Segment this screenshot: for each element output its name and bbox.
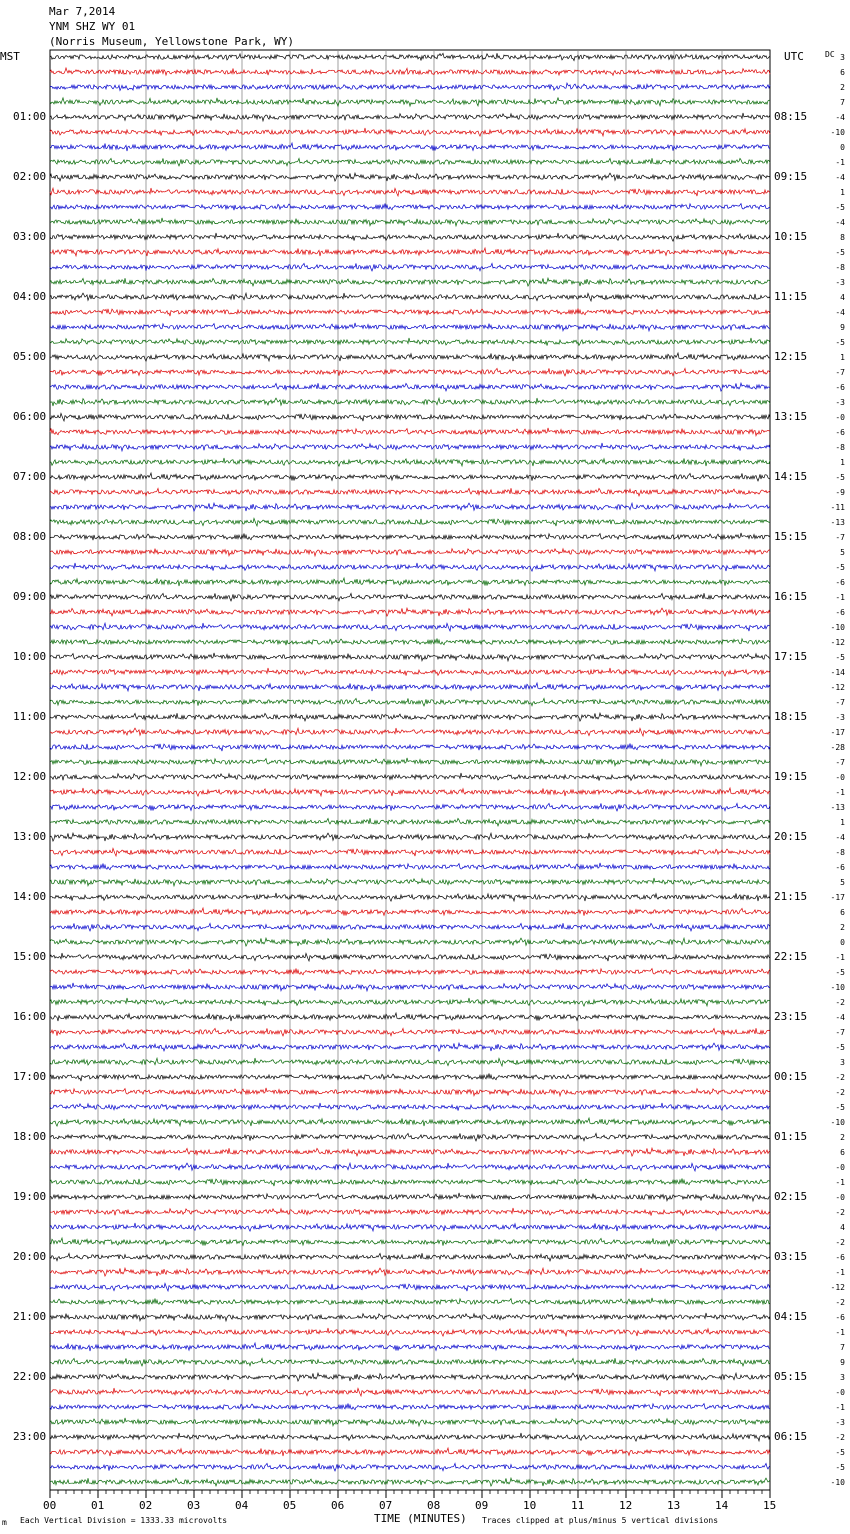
dc-offset-value: 1 bbox=[840, 188, 845, 197]
dc-offset-value: 2 bbox=[840, 1133, 845, 1142]
x-tick-label: 05 bbox=[283, 1499, 297, 1512]
seismic-trace bbox=[50, 833, 770, 841]
seismic-trace bbox=[50, 1343, 770, 1351]
dc-offset-value: -7 bbox=[835, 758, 845, 767]
dc-offset-value: -7 bbox=[835, 1028, 845, 1037]
dc-offset-value: 5 bbox=[840, 548, 845, 557]
mst-hour-label: 09:00 bbox=[13, 590, 47, 603]
seismic-trace bbox=[50, 173, 770, 181]
seismic-trace bbox=[50, 1328, 770, 1336]
seismic-trace bbox=[50, 953, 770, 961]
dc-offset-value: -10 bbox=[830, 1478, 845, 1487]
mst-hour-label: 12:00 bbox=[13, 770, 47, 783]
seismic-trace bbox=[50, 908, 770, 916]
seismic-trace bbox=[50, 683, 770, 691]
dc-offset-value: -12 bbox=[830, 1283, 845, 1292]
seismic-trace bbox=[50, 1253, 770, 1261]
dc-offset-value: -5 bbox=[835, 1448, 845, 1457]
seismic-trace bbox=[50, 188, 770, 196]
seismic-trace bbox=[50, 1388, 770, 1396]
dc-offset-value: -1 bbox=[835, 1268, 845, 1277]
mst-hour-label: 19:00 bbox=[13, 1190, 47, 1203]
seismic-trace bbox=[50, 143, 770, 151]
dc-offset-value: -5 bbox=[835, 1043, 845, 1052]
utc-axis-label: UTC bbox=[784, 50, 804, 63]
seismic-trace bbox=[50, 549, 770, 556]
seismic-trace bbox=[50, 1058, 770, 1066]
plot-frame bbox=[50, 50, 770, 1490]
dc-offset-value: -2 bbox=[835, 1208, 845, 1217]
seismic-trace bbox=[50, 1133, 770, 1141]
dc-offset-value: 4 bbox=[840, 1223, 845, 1232]
utc-hour-label: 01:15 bbox=[774, 1130, 808, 1143]
utc-hour-label: 06:15 bbox=[774, 1430, 808, 1443]
seismic-trace bbox=[50, 1088, 770, 1096]
seismic-trace bbox=[50, 1208, 770, 1216]
seismic-trace bbox=[50, 923, 770, 931]
utc-hour-label: 21:15 bbox=[774, 890, 808, 903]
dc-offset-value: -12 bbox=[830, 683, 845, 692]
dc-offset-value: -17 bbox=[830, 893, 845, 902]
seismic-trace bbox=[50, 668, 770, 676]
utc-hour-label: 13:15 bbox=[774, 410, 808, 423]
dc-offset-value: -5 bbox=[835, 653, 845, 662]
dc-offset-value: 0 bbox=[840, 143, 845, 152]
seismic-trace bbox=[50, 1418, 770, 1426]
seismic-trace bbox=[50, 53, 770, 60]
dc-offset-value: 7 bbox=[840, 98, 845, 107]
seismic-trace bbox=[50, 1298, 770, 1305]
dc-offset-value: -1 bbox=[835, 593, 845, 602]
seismic-trace bbox=[50, 353, 770, 361]
mst-hour-label: 22:00 bbox=[13, 1370, 47, 1383]
mst-axis-label: MST bbox=[0, 50, 20, 63]
seismic-trace bbox=[50, 623, 770, 631]
utc-hour-label: 18:15 bbox=[774, 710, 808, 723]
seismic-trace bbox=[50, 443, 770, 451]
dc-offset-value: -5 bbox=[835, 563, 845, 572]
dc-offset-value: -10 bbox=[830, 983, 845, 992]
seismic-trace bbox=[50, 803, 770, 811]
utc-hour-label: 02:15 bbox=[774, 1190, 808, 1203]
x-tick-label: 11 bbox=[571, 1499, 585, 1512]
seismic-trace bbox=[50, 1148, 770, 1156]
dc-offset-value: -0 bbox=[835, 1388, 845, 1397]
dc-offset-value: -4 bbox=[835, 1013, 845, 1022]
seismic-trace bbox=[50, 863, 770, 870]
grid bbox=[50, 50, 770, 1490]
seismic-trace bbox=[50, 878, 770, 886]
seismic-trace bbox=[50, 158, 770, 166]
dc-offset-value: -0 bbox=[835, 1193, 845, 1202]
dc-offset-value: -13 bbox=[830, 803, 845, 812]
dc-label: DC bbox=[825, 50, 835, 59]
dc-offset-value: 4 bbox=[840, 293, 845, 302]
seismic-trace bbox=[50, 638, 770, 645]
dc-offset-value: 3 bbox=[840, 1058, 845, 1067]
x-tick-label: 10 bbox=[523, 1499, 537, 1512]
dc-offset-value: -4 bbox=[835, 833, 845, 842]
seismic-trace bbox=[50, 1238, 770, 1246]
dc-offset-value: -1 bbox=[835, 1178, 845, 1187]
dc-offset-value: -2 bbox=[835, 998, 845, 1007]
dc-offset-value: 6 bbox=[840, 1148, 845, 1157]
scale-note: Each Vertical Division = 1333.33 microvolts bbox=[20, 1516, 228, 1525]
dc-offset-value: -2 bbox=[835, 1073, 845, 1082]
mst-hour-label: 14:00 bbox=[13, 890, 47, 903]
x-tick-label: 04 bbox=[235, 1499, 249, 1512]
utc-hour-label: 17:15 bbox=[774, 650, 808, 663]
seismic-trace bbox=[50, 1463, 770, 1471]
seismic-trace bbox=[50, 398, 770, 406]
utc-hour-label: 04:15 bbox=[774, 1310, 808, 1323]
x-axis bbox=[50, 1490, 770, 1498]
utc-hour-label: 10:15 bbox=[774, 230, 808, 243]
x-tick-label: 07 bbox=[379, 1499, 393, 1512]
seismic-trace bbox=[50, 458, 770, 466]
seismic-trace bbox=[50, 608, 770, 616]
dc-offset-value: -1 bbox=[835, 953, 845, 962]
dc-offset-value: -8 bbox=[835, 848, 845, 857]
dc-offset-value: -5 bbox=[835, 473, 845, 482]
mst-hour-label: 23:00 bbox=[13, 1430, 47, 1443]
seismic-trace bbox=[50, 1283, 770, 1291]
seismic-trace bbox=[50, 653, 770, 661]
dc-offset-value: 5 bbox=[840, 878, 845, 887]
seismic-trace bbox=[50, 1073, 770, 1081]
seismic-trace bbox=[50, 1313, 770, 1321]
seismic-trace bbox=[50, 1013, 770, 1021]
dc-offset-value: 3 bbox=[840, 1373, 845, 1382]
dc-offset-value: -5 bbox=[835, 248, 845, 257]
dc-offset-value: -17 bbox=[830, 728, 845, 737]
mst-hour-label: 18:00 bbox=[13, 1130, 47, 1143]
dc-offset-value: -9 bbox=[835, 488, 845, 497]
dc-offset-value: -2 bbox=[835, 1433, 845, 1442]
dc-offset-value: -5 bbox=[835, 968, 845, 977]
x-tick-label: 08 bbox=[427, 1499, 441, 1512]
dc-offset-value: -4 bbox=[835, 113, 845, 122]
mst-hour-label: 05:00 bbox=[13, 350, 47, 363]
utc-hour-label: 09:15 bbox=[774, 170, 808, 183]
dc-offset-value: 9 bbox=[840, 1358, 845, 1367]
seismic-trace bbox=[50, 1373, 770, 1381]
seismic-trace bbox=[50, 113, 770, 121]
dc-offset-value: -4 bbox=[835, 173, 845, 182]
seismic-trace bbox=[50, 473, 770, 481]
mst-hour-label: 13:00 bbox=[13, 830, 47, 843]
dc-offset-value: -3 bbox=[835, 278, 845, 287]
seismic-trace bbox=[50, 293, 770, 301]
x-axis-title: TIME (MINUTES) bbox=[374, 1512, 467, 1525]
seismic-trace bbox=[50, 383, 770, 391]
seismic-trace bbox=[50, 578, 770, 586]
seismic-trace bbox=[50, 713, 770, 721]
utc-hour-label: 23:15 bbox=[774, 1010, 808, 1023]
dc-offset-value: -28 bbox=[830, 743, 845, 752]
location-label: (Norris Museum, Yellowstone Park, WY) bbox=[49, 35, 295, 48]
dc-offset-value: -7 bbox=[835, 698, 845, 707]
seismic-trace bbox=[50, 1448, 770, 1456]
dc-offset-value: -0 bbox=[835, 1163, 845, 1172]
seismic-trace bbox=[50, 128, 770, 136]
utc-hour-label: 16:15 bbox=[774, 590, 808, 603]
dc-offset-value: 6 bbox=[840, 908, 845, 917]
seismic-trace bbox=[50, 1193, 770, 1201]
seismic-trace bbox=[50, 1163, 770, 1171]
utc-hour-label: 08:15 bbox=[774, 110, 808, 123]
seismic-trace bbox=[50, 248, 770, 256]
corner-mark: m bbox=[2, 1518, 7, 1527]
dc-offset-value: -13 bbox=[830, 518, 845, 527]
dc-offset-value: -1 bbox=[835, 158, 845, 167]
seismic-trace bbox=[50, 323, 770, 331]
seismic-trace bbox=[50, 758, 770, 766]
clip-note: Traces clipped at plus/minus 5 vertical divisions bbox=[482, 1516, 719, 1525]
seismic-trace bbox=[50, 1178, 770, 1186]
dc-offset-value: -7 bbox=[835, 533, 845, 542]
dc-offset-value: -8 bbox=[835, 443, 845, 452]
mst-hour-label: 15:00 bbox=[13, 950, 47, 963]
seismic-trace bbox=[50, 1028, 770, 1036]
dc-offset-value: 1 bbox=[840, 458, 845, 467]
dc-offset-value: -6 bbox=[835, 863, 845, 872]
date-label: Mar 7,2014 bbox=[49, 5, 116, 18]
seismic-trace bbox=[50, 83, 770, 90]
seismic-trace bbox=[50, 998, 770, 1006]
dc-offset-value: 0 bbox=[840, 938, 845, 947]
dc-offset-value: 6 bbox=[840, 68, 845, 77]
dc-offset-value: 1 bbox=[840, 353, 845, 362]
utc-hour-label: 14:15 bbox=[774, 470, 808, 483]
seismic-trace bbox=[50, 368, 770, 376]
dc-offset-value: -10 bbox=[830, 1118, 845, 1127]
dc-offset-value: 1 bbox=[840, 818, 845, 827]
seismic-trace bbox=[50, 1433, 770, 1441]
seismic-trace bbox=[50, 1268, 770, 1276]
mst-hour-label: 16:00 bbox=[13, 1010, 47, 1023]
dc-offset-value: -8 bbox=[835, 263, 845, 272]
seismic-trace bbox=[50, 743, 770, 751]
dc-offset-value: -6 bbox=[835, 578, 845, 587]
utc-hour-label: 22:15 bbox=[774, 950, 808, 963]
seismic-trace bbox=[50, 1223, 770, 1231]
mst-hour-label: 21:00 bbox=[13, 1310, 47, 1323]
utc-hour-label: 05:15 bbox=[774, 1370, 808, 1383]
seismic-trace bbox=[50, 278, 770, 286]
seismic-trace bbox=[50, 488, 770, 496]
dc-offset-value: -6 bbox=[835, 1253, 845, 1262]
dc-offset-value: -6 bbox=[835, 383, 845, 392]
dc-offset-value: 8 bbox=[840, 233, 845, 242]
seismic-trace bbox=[50, 728, 770, 736]
seismic-trace bbox=[50, 893, 770, 901]
seismic-trace bbox=[50, 428, 770, 436]
seismic-trace bbox=[50, 788, 770, 796]
dc-offset-value: -1 bbox=[835, 1403, 845, 1412]
dc-offset-value: -6 bbox=[835, 608, 845, 617]
utc-hour-label: 19:15 bbox=[774, 770, 808, 783]
dc-offset-value: -6 bbox=[835, 428, 845, 437]
mst-hour-label: 08:00 bbox=[13, 530, 47, 543]
seismic-trace bbox=[50, 98, 770, 106]
utc-hour-label: 00:15 bbox=[774, 1070, 808, 1083]
dc-offset-value: -11 bbox=[830, 503, 845, 512]
seismic-trace bbox=[50, 68, 770, 76]
x-tick-label: 01 bbox=[91, 1499, 105, 1512]
seismic-trace bbox=[50, 773, 770, 781]
seismic-trace bbox=[50, 413, 770, 421]
mst-hour-label: 02:00 bbox=[13, 170, 47, 183]
x-tick-label: 02 bbox=[139, 1499, 153, 1512]
x-tick-label: 09 bbox=[475, 1499, 489, 1512]
dc-offset-value: -1 bbox=[835, 788, 845, 797]
seismic-trace bbox=[50, 593, 770, 601]
dc-offset-value: -4 bbox=[835, 308, 845, 317]
station-label: YNM SHZ WY 01 bbox=[49, 20, 136, 33]
dc-offset-value: 7 bbox=[840, 1343, 845, 1352]
x-tick-label: 03 bbox=[187, 1499, 201, 1512]
seismic-trace bbox=[50, 563, 770, 571]
x-tick-label: 06 bbox=[331, 1499, 345, 1512]
x-tick-label: 00 bbox=[43, 1499, 57, 1512]
dc-offset-value: -5 bbox=[835, 203, 845, 212]
seismic-trace bbox=[50, 1403, 770, 1410]
seismic-trace bbox=[50, 203, 770, 210]
utc-hour-label: 20:15 bbox=[774, 830, 808, 843]
seismic-trace bbox=[50, 1478, 770, 1486]
x-tick-label: 14 bbox=[715, 1499, 729, 1512]
dc-offset-value: -14 bbox=[830, 668, 845, 677]
dc-offset-value: -2 bbox=[835, 1298, 845, 1307]
seismic-trace bbox=[50, 1043, 770, 1051]
dc-offset-value: -10 bbox=[830, 128, 845, 137]
dc-offset-value: -7 bbox=[835, 368, 845, 377]
dc-offset-value: -3 bbox=[835, 398, 845, 407]
seismic-trace bbox=[50, 1118, 770, 1126]
dc-offset-value: -3 bbox=[835, 713, 845, 722]
seismic-trace bbox=[50, 263, 770, 271]
mst-hour-label: 11:00 bbox=[13, 710, 47, 723]
seismic-trace bbox=[50, 533, 770, 540]
utc-hour-label: 03:15 bbox=[774, 1250, 808, 1263]
utc-hour-label: 11:15 bbox=[774, 290, 808, 303]
seismic-trace bbox=[50, 518, 770, 526]
dc-offset-value: 3 bbox=[840, 53, 845, 62]
dc-offset-value: -5 bbox=[835, 1103, 845, 1112]
mst-hour-label: 01:00 bbox=[13, 110, 47, 123]
seismic-trace bbox=[50, 338, 770, 346]
x-tick-label: 15 bbox=[763, 1499, 777, 1512]
utc-hour-label: 15:15 bbox=[774, 530, 808, 543]
seismic-trace bbox=[50, 233, 770, 241]
dc-offset-value: 9 bbox=[840, 323, 845, 332]
mst-hour-label: 17:00 bbox=[13, 1070, 47, 1083]
dc-offset-value: -3 bbox=[835, 1418, 845, 1427]
dc-offset-value: -5 bbox=[835, 338, 845, 347]
dc-offset-value: -2 bbox=[835, 1238, 845, 1247]
mst-hour-label: 10:00 bbox=[13, 650, 47, 663]
mst-hour-label: 20:00 bbox=[13, 1250, 47, 1263]
seismic-trace bbox=[50, 1358, 770, 1366]
dc-offset-value: -0 bbox=[835, 773, 845, 782]
seismic-trace bbox=[50, 938, 770, 946]
seismic-trace bbox=[50, 503, 770, 511]
dc-offset-value: 2 bbox=[840, 923, 845, 932]
seismic-trace bbox=[50, 968, 770, 975]
dc-offset-value: -5 bbox=[835, 1463, 845, 1472]
mst-hour-label: 04:00 bbox=[13, 290, 47, 303]
x-tick-label: 12 bbox=[619, 1499, 633, 1512]
seismic-trace bbox=[50, 308, 770, 316]
dc-offset-value: -4 bbox=[835, 218, 845, 227]
dc-offset-value: -12 bbox=[830, 638, 845, 647]
dc-offset-value: -10 bbox=[830, 623, 845, 632]
traces bbox=[50, 53, 770, 1486]
dc-offset-value: 2 bbox=[840, 83, 845, 92]
mst-hour-label: 03:00 bbox=[13, 230, 47, 243]
seismic-trace bbox=[50, 698, 770, 706]
seismic-trace bbox=[50, 1103, 770, 1111]
dc-offset-value: -2 bbox=[835, 1088, 845, 1097]
seismic-trace bbox=[50, 218, 770, 226]
seismic-trace bbox=[50, 818, 770, 826]
mst-hour-label: 07:00 bbox=[13, 470, 47, 483]
dc-offset-value: -1 bbox=[835, 1328, 845, 1337]
x-tick-label: 13 bbox=[667, 1499, 681, 1512]
seismic-trace bbox=[50, 983, 770, 991]
mst-hour-label: 06:00 bbox=[13, 410, 47, 423]
dc-offset-value: -6 bbox=[835, 1313, 845, 1322]
utc-hour-label: 12:15 bbox=[774, 350, 808, 363]
seismic-trace bbox=[50, 848, 770, 856]
dc-offset-value: -0 bbox=[835, 413, 845, 422]
